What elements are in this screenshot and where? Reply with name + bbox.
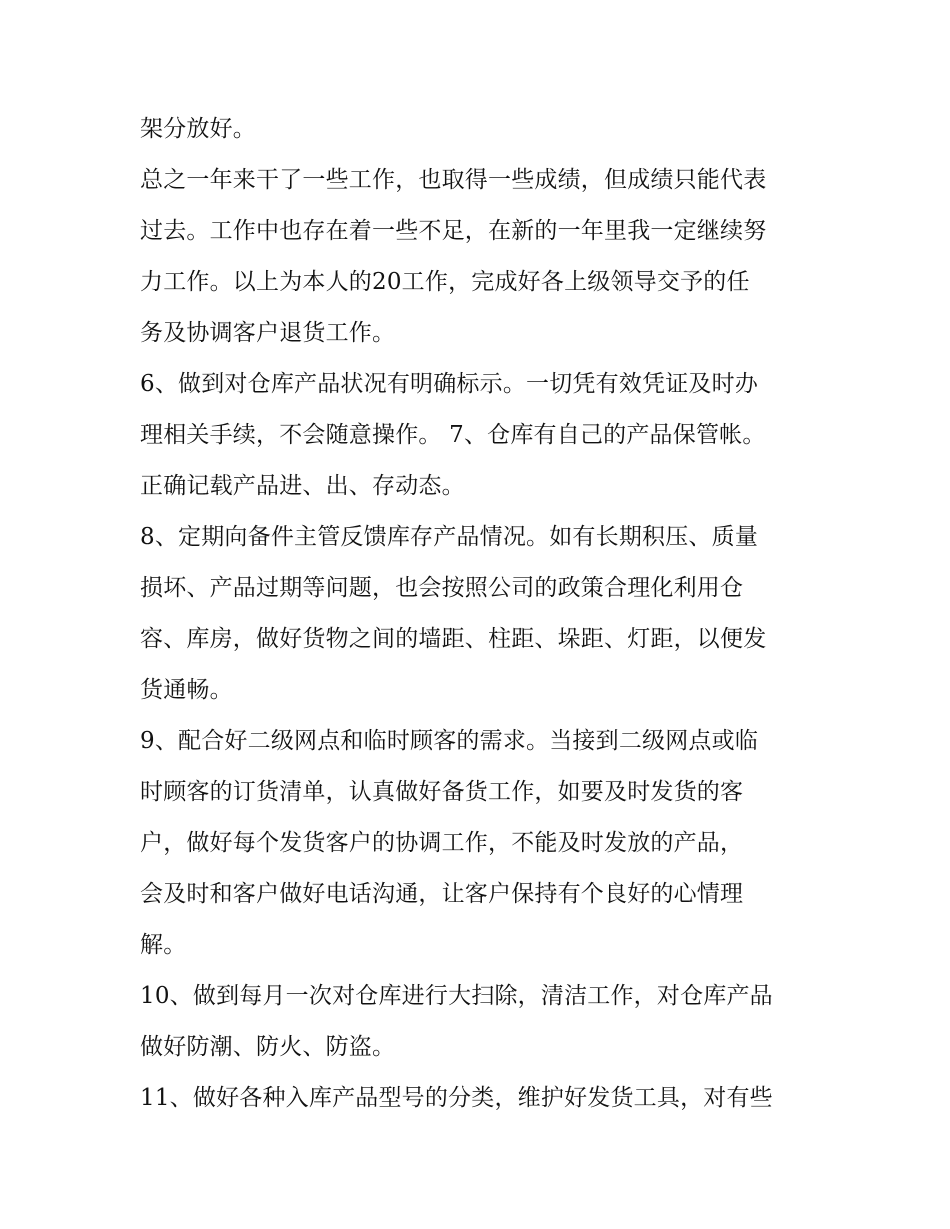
text-line: 货通畅。 — [140, 677, 233, 703]
text-line: 户，做好每个发货客户的协调工作，不能及时发放的产品， — [140, 830, 744, 856]
text-line: 会及时和客户做好电话沟通，让客户保持有个良好的心情理 — [140, 881, 744, 907]
text-line: 8、定期向备件主管反馈库存产品情况。如有长期积压、质量 — [140, 524, 759, 550]
text-line: 11、做好各种入库产品型号的分类，维护好发货工具，对有些 — [140, 1085, 773, 1111]
text-line: 6、做到对仓库产品状况有明确标示。一切凭有效凭证及时办 — [140, 371, 759, 397]
text-line: 过去。工作中也存在着一些不足，在新的一年里我一定继续努 — [140, 218, 767, 244]
text-line: 务及协调客户退货工作。 — [140, 320, 396, 346]
text-line: 力工作。以上为本人的20工作，完成好各上级领导交予的任 — [140, 269, 750, 295]
text-line: 正确记载产品进、出、存动态。 — [140, 473, 465, 499]
text-line: 损坏、产品过期等问题，也会按照公司的政策合理化利用仓 — [140, 575, 744, 601]
text-line: 10、做到每月一次对仓库进行大扫除，清洁工作，对仓库产品 — [140, 983, 773, 1009]
text-line: 时顾客的订货清单，认真做好备货工作，如要及时发货的客 — [140, 779, 744, 805]
text-line: 解。 — [140, 932, 187, 958]
text-line: 架分放好。 — [140, 116, 256, 142]
text-line: 理相关手续，不会随意操作。 7、仓库有自己的产品保管帐。 — [140, 422, 766, 448]
text-line: 容、库房，做好货物之间的墙距、柱距、垛距、灯距，以便发 — [140, 626, 767, 652]
text-line: 做好防潮、防火、防盗。 — [140, 1034, 396, 1060]
text-line: 总之一年来干了一些工作，也取得一些成绩，但成绩只能代表 — [140, 167, 767, 193]
text-line: 9、配合好二级网点和临时顾客的需求。当接到二级网点或临 — [140, 728, 759, 754]
